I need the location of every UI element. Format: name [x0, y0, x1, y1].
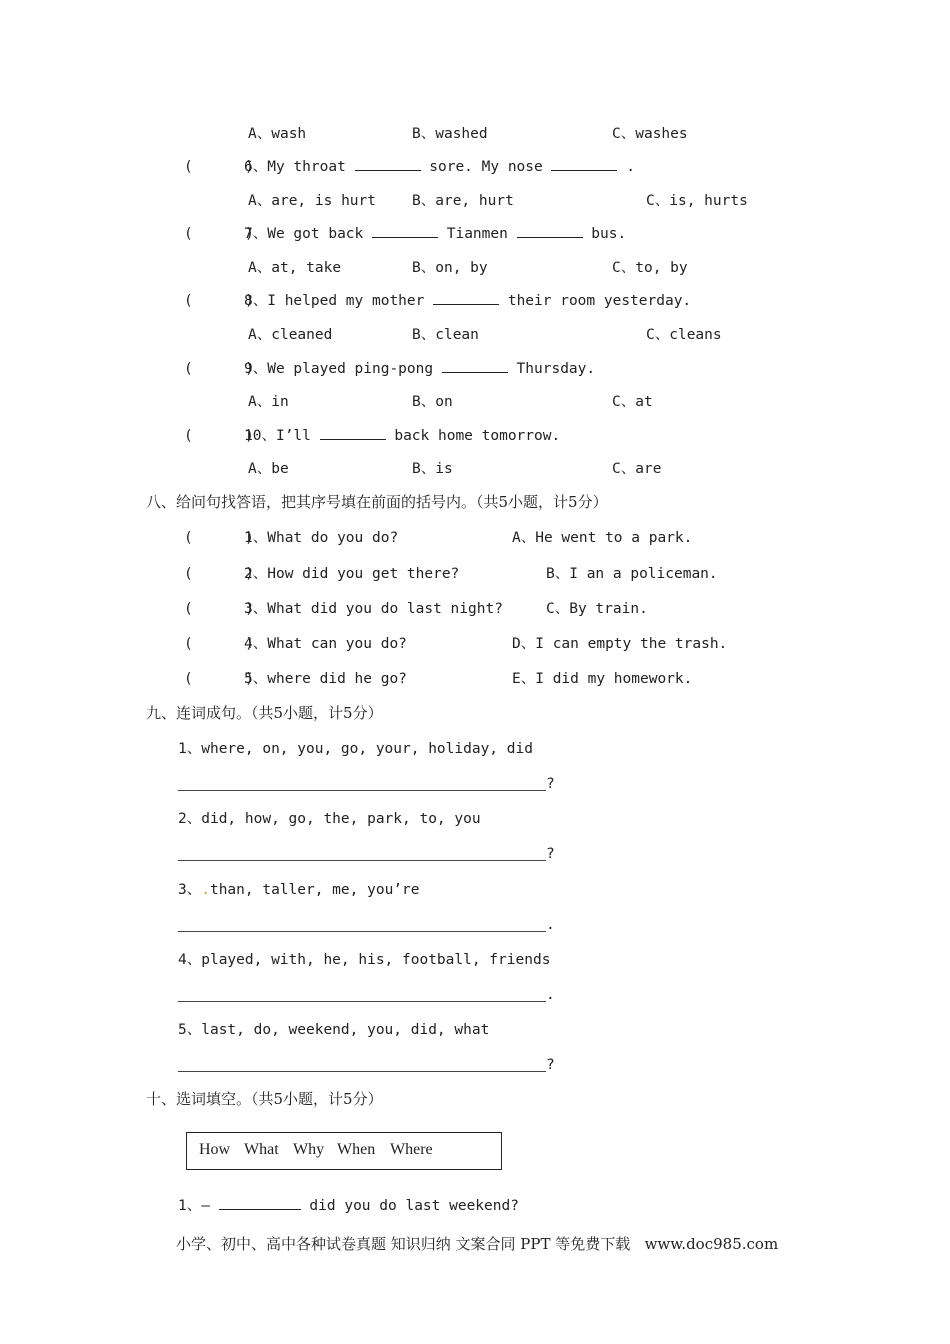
q6-option-a: A、are, is hurt: [248, 193, 376, 209]
s10-question-1: 1、— did you do last weekend?: [178, 1198, 519, 1214]
s8-answer: B、I an a policeman.: [546, 566, 718, 582]
s8-question: 4、What can you do?: [244, 636, 407, 652]
word-bank-item: Where: [390, 1141, 433, 1158]
q7-question: 7、We got back Tianmen bus.: [244, 226, 627, 242]
s8-question: 3、What did you do last night?: [244, 601, 503, 617]
q10-option-c: C、are: [612, 461, 662, 477]
s8-answer: D、I can empty the trash.: [512, 636, 728, 652]
q5-option-b: B、washed: [412, 126, 488, 142]
word-bank-item: When: [337, 1141, 376, 1158]
s8-question: 1、What do you do?: [244, 530, 399, 546]
s9-words: 2、did, how, go, the, park, to, you: [178, 811, 481, 827]
s9-end-mark: ?: [546, 776, 555, 792]
q9-option-c: C、at: [612, 394, 653, 410]
word-bank-item: What: [244, 1141, 279, 1158]
q7-option-c: C、to, by: [612, 260, 688, 276]
s8-answer-paren[interactable]: ( ): [184, 566, 254, 582]
q10-blank[interactable]: [320, 427, 386, 440]
s9-end-mark: ?: [546, 846, 555, 862]
q7-blank-1[interactable]: [372, 225, 438, 238]
q7-blank-2[interactable]: [517, 225, 583, 238]
s8-answer: A、He went to a park.: [512, 530, 693, 546]
word-bank-box: [186, 1132, 502, 1170]
q8-answer-paren[interactable]: ( ): [184, 293, 254, 309]
s9-answer-line[interactable]: [178, 1071, 546, 1072]
s9-end-mark: ?: [546, 1057, 555, 1073]
s8-answer-paren[interactable]: ( ): [184, 671, 254, 687]
s9-end-mark: .: [546, 987, 555, 1003]
q7-answer-paren[interactable]: ( ): [184, 226, 254, 242]
s9-answer-line[interactable]: [178, 860, 546, 861]
q6-option-b: B、are, hurt: [412, 193, 514, 209]
q7-option-a: A、at, take: [248, 260, 342, 276]
section-9-title: 九、连词成句。（共5小题，计5分）: [146, 704, 383, 722]
q6-answer-paren[interactable]: ( ): [184, 159, 254, 175]
s8-answer-paren[interactable]: ( ): [184, 601, 254, 617]
q10-answer-paren[interactable]: ( ): [184, 428, 254, 444]
q10-option-b: B、is: [412, 461, 453, 477]
s8-answer: E、I did my homework.: [512, 671, 693, 687]
q6-blank-1[interactable]: [355, 158, 421, 171]
q9-blank[interactable]: [442, 360, 508, 373]
q9-option-b: B、on: [412, 394, 453, 410]
section-8-title: 八、给问句找答语，把其序号填在前面的括号内。（共5小题，计5分）: [146, 493, 608, 511]
q6-option-c: C、is, hurts: [646, 193, 748, 209]
s9-words: 3、.than, taller, me, you’re: [178, 882, 420, 898]
q9-option-a: A、in: [248, 394, 289, 410]
word-bank-item: How: [199, 1141, 231, 1158]
q8-option-a: A、cleaned: [248, 327, 333, 343]
word-bank-item: Why: [293, 1141, 325, 1158]
q9-question: 9、We played ping-pong Thursday.: [244, 361, 596, 377]
q8-question: 8、I helped my mother their room yesterday.: [244, 293, 692, 309]
q7-option-b: B、on, by: [412, 260, 488, 276]
s8-question: 2、How did you get there?: [244, 566, 460, 582]
s8-answer-paren[interactable]: ( ): [184, 530, 254, 546]
q6-question: 6、My throat sore. My nose .: [244, 159, 635, 175]
s9-answer-line[interactable]: [178, 1001, 546, 1002]
q8-blank[interactable]: [433, 292, 499, 305]
s9-words: 1、where, on, you, go, your, holiday, did: [178, 741, 533, 757]
q10-question: 10、I’ll back home tomorrow.: [244, 428, 561, 444]
s8-answer-paren[interactable]: ( ): [184, 636, 254, 652]
q8-option-b: B、clean: [412, 327, 479, 343]
q8-option-c: C、cleans: [646, 327, 722, 343]
stray-dot: .: [201, 882, 210, 898]
s10-q1-blank[interactable]: [219, 1197, 301, 1210]
s9-end-mark: .: [546, 917, 555, 933]
q9-answer-paren[interactable]: ( ): [184, 361, 254, 377]
s9-words: 5、last, do, weekend, you, did, what: [178, 1022, 490, 1038]
q10-option-a: A、be: [248, 461, 289, 477]
section-10-title: 十、选词填空。（共5小题，计5分）: [146, 1090, 383, 1108]
s9-answer-line[interactable]: [178, 790, 546, 791]
s8-question: 5、where did he go?: [244, 671, 407, 687]
q5-option-c: C、washes: [612, 126, 688, 142]
s9-answer-line[interactable]: [178, 931, 546, 932]
q6-blank-2[interactable]: [551, 158, 617, 171]
q5-option-a: A、wash: [248, 126, 307, 142]
s8-answer: C、By train.: [546, 601, 648, 617]
s9-words: 4、played, with, he, his, football, friends: [178, 952, 551, 968]
page-footer: 小学、初中、高中各种试卷真题 知识归纳 文案合同 PPT 等免费下载 www.doc985.com: [176, 1235, 779, 1253]
